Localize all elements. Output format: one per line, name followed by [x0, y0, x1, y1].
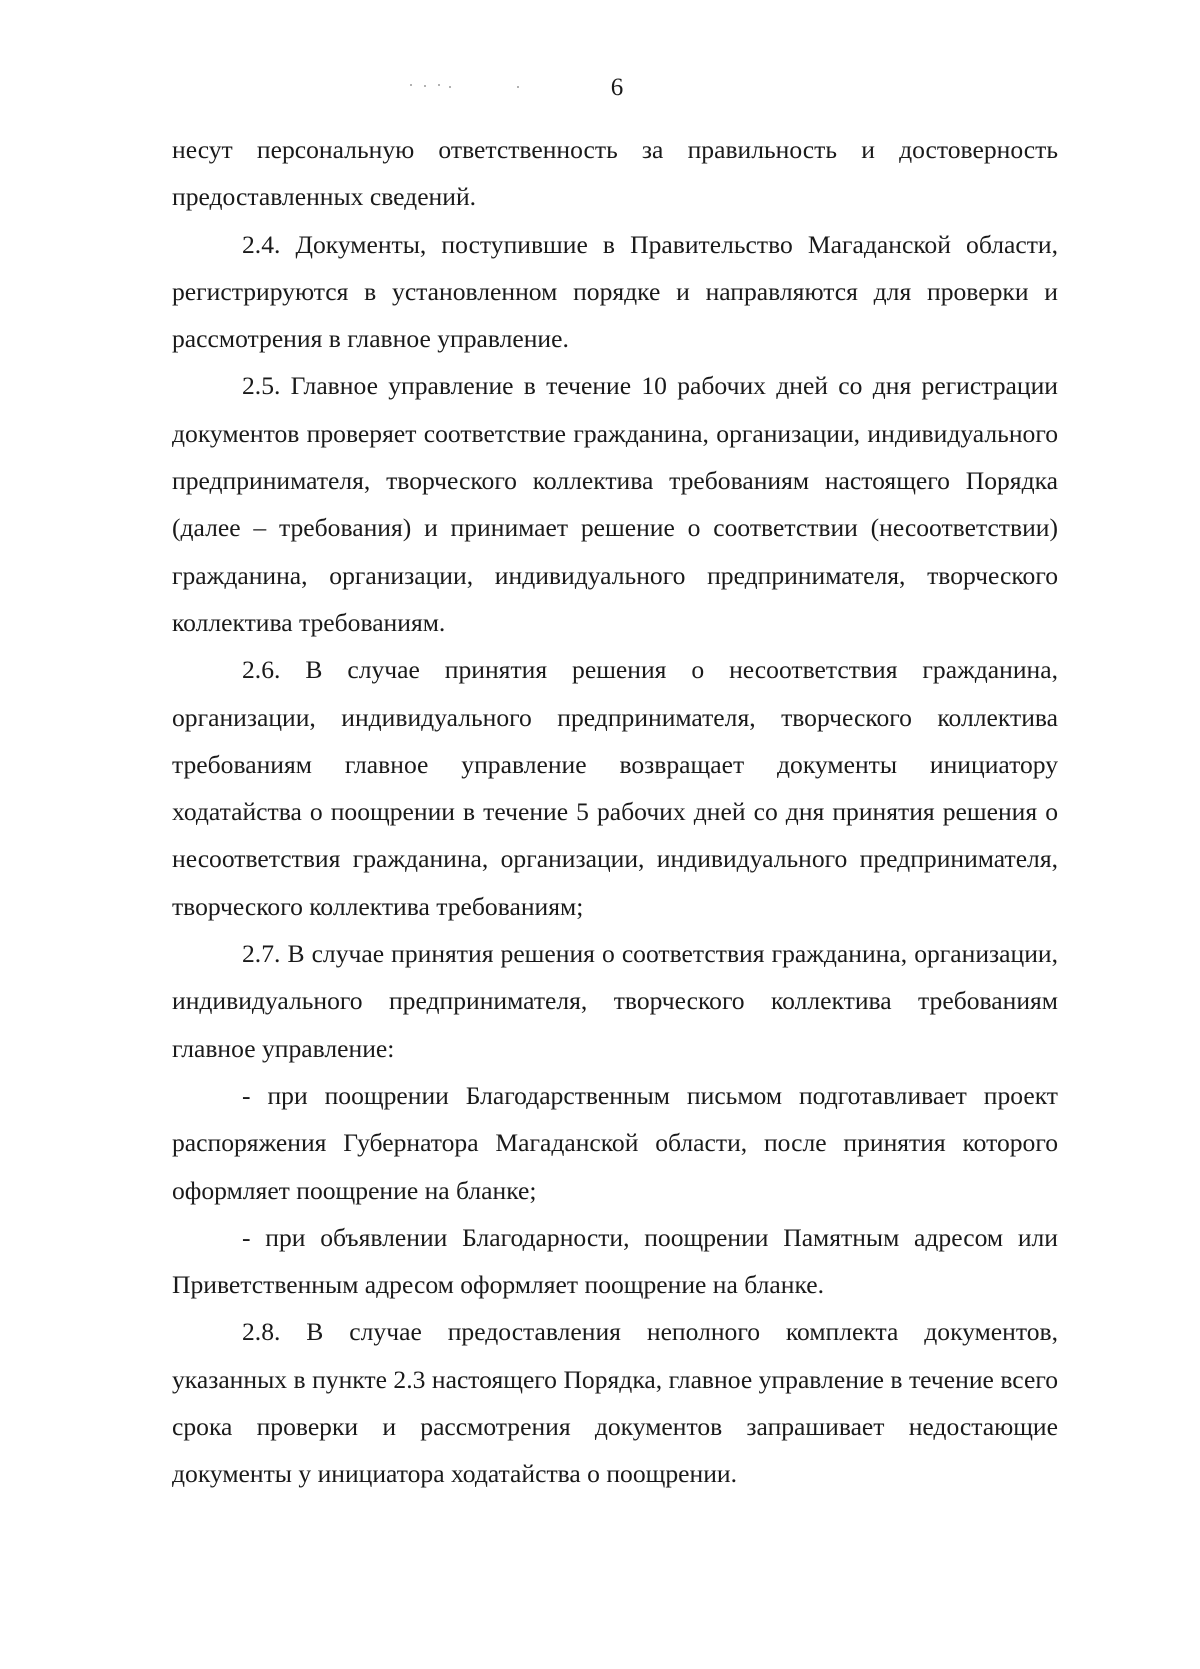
- paragraph-2-7: 2.7. В случае принятия решения о соответствия гражданина, организации, индивидуального предпринимателя, творческого коллектива требованиям главное управление:: [172, 939, 1058, 1063]
- paragraph-2-5: 2.5. Главное управление в течение 10 рабочих дней со дня регистрации документов проверяет соответствие гражданина, организации, индивидуального предпринимателя, творческого коллектива требованиям настоящего Порядка (далее – требования) и принимает решение о соответствии (несоответствии) гражданина, организации, индивидуального предпринимателя, творческого коллектива требованиям.: [172, 371, 1058, 637]
- paragraph-2-7-item-gratitude: - при объявлении Благодарности, поощрении Памятным адресом или Приветственным адресом оформляет поощрение на бланке.: [172, 1222, 1058, 1300]
- paragraph-2-4: 2.4. Документы, поступившие в Правительство Магаданской области, регистрируются в установленном порядке и направляются для проверки и рассмотрения в главное управление.: [172, 229, 1058, 354]
- page-number: 6: [610, 74, 624, 101]
- paragraph-2-7-item-letter: - при поощрении Благодарственным письмом подготавливает проект распоряжения Губернатора Магаданской области, после принятия которого оформляет поощрение на бланке;: [172, 1080, 1058, 1205]
- paragraph-continuation: несут персональную ответственность за правильность и достоверность предоставленных сведений.: [172, 135, 1058, 212]
- document-body: [172, 126, 1058, 1498]
- paragraph-2-8: 2.8. В случае предоставления неполного комплекта документов, указанных в пункте 2.3 настоящего Порядка, главное управление в течение всего срока проверки и рассмотрения документов запрашивает недостающие документы у инициатора ходатайства о поощрении.: [172, 1317, 1058, 1489]
- paragraph-2-6: 2.6. В случае принятия решения о несоответствия гражданина, организации, индивидуального предпринимателя, творческого коллектива требованиям главное управление возвращает документы инициатору ходатайства о поощрении в течение 5 рабочих дней со дня принятия решения о несоответствия гражданина, организации, индивидуального предпринимателя, творческого коллектива требованиям;: [172, 655, 1058, 921]
